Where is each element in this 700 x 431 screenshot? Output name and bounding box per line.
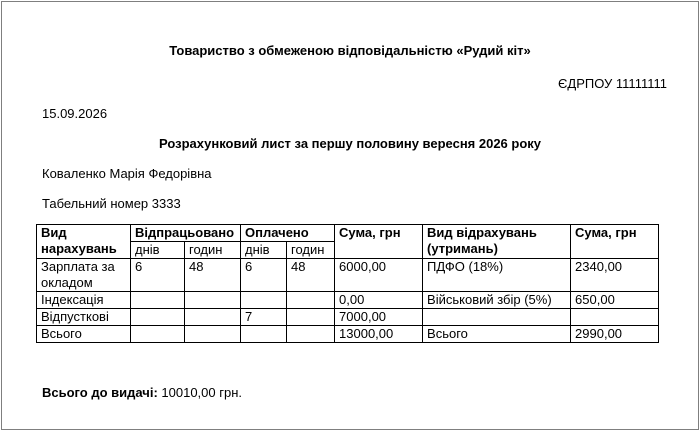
cell-deduction-sum bbox=[571, 309, 659, 326]
table-row bbox=[37, 259, 659, 292]
cell-paid-hours bbox=[287, 309, 335, 326]
company-name: Товариство з обмеженою відповідальністю «Рудий кіт» bbox=[169, 43, 531, 58]
cell-worked-hours bbox=[185, 309, 241, 326]
cell-type: Індексація bbox=[37, 292, 131, 309]
cell-deduction-sum: 2990,00 bbox=[571, 326, 659, 343]
table-row bbox=[37, 292, 659, 309]
cell-worked-hours bbox=[185, 292, 241, 309]
cell-deduction: Військовий збір (5%) bbox=[423, 292, 571, 309]
table-row bbox=[37, 326, 659, 343]
cell-deduction-sum: 2340,00 bbox=[571, 259, 659, 292]
header-accrual-type: Вид нарахувань bbox=[37, 225, 131, 259]
total-payout-label: Всього до видачі: bbox=[42, 385, 158, 400]
table-header-row bbox=[37, 225, 659, 242]
cell-type: Всього bbox=[37, 326, 131, 343]
cell-sum: 13000,00 bbox=[335, 326, 423, 343]
header-worked-days: днів bbox=[131, 242, 185, 259]
cell-paid-days bbox=[241, 326, 287, 343]
cell-worked-days bbox=[131, 326, 185, 343]
table-row bbox=[37, 309, 659, 326]
cell-paid-hours: 48 bbox=[287, 259, 335, 292]
employee-name: Коваленко Марія Федорівна bbox=[42, 166, 212, 181]
header-paid-hours: годин bbox=[287, 242, 335, 259]
header-worked-hours: годин bbox=[185, 242, 241, 259]
header-paid: Оплачено bbox=[241, 225, 335, 242]
document-frame bbox=[1, 1, 699, 430]
employee-tab-number: Табельний номер 3333 bbox=[42, 196, 181, 211]
cell-worked-days bbox=[131, 292, 185, 309]
cell-paid-hours bbox=[287, 292, 335, 309]
cell-deduction-sum: 650,00 bbox=[571, 292, 659, 309]
header-deduction-type: Вид відрахувань (утримань) bbox=[423, 225, 571, 259]
header-deduction-sum: Сума, грн bbox=[571, 225, 659, 259]
cell-type: Відпусткові bbox=[37, 309, 131, 326]
cell-worked-hours: 48 bbox=[185, 259, 241, 292]
cell-sum: 0,00 bbox=[335, 292, 423, 309]
cell-paid-hours bbox=[287, 326, 335, 343]
cell-paid-days: 6 bbox=[241, 259, 287, 292]
cell-paid-days: 7 bbox=[241, 309, 287, 326]
cell-deduction bbox=[423, 309, 571, 326]
header-paid-days: днів bbox=[241, 242, 287, 259]
payroll-table bbox=[36, 224, 659, 343]
cell-sum: 6000,00 bbox=[335, 259, 423, 292]
cell-worked-days: 6 bbox=[131, 259, 185, 292]
document-title: Розрахунковий лист за першу половину вересня 2026 року bbox=[158, 136, 542, 151]
cell-deduction: ПДФО (18%) bbox=[423, 259, 571, 292]
cell-sum: 7000,00 bbox=[335, 309, 423, 326]
header-sum: Сума, грн bbox=[335, 225, 423, 259]
cell-deduction: Всього bbox=[423, 326, 571, 343]
cell-worked-days bbox=[131, 309, 185, 326]
edrpou-code: ЄДРПОУ 11111111 bbox=[558, 76, 667, 91]
document-date: 15.09.2026 bbox=[42, 106, 108, 121]
cell-worked-hours bbox=[185, 326, 241, 343]
cell-type: Зарплата за окладом bbox=[37, 259, 131, 292]
total-payout bbox=[42, 385, 242, 400]
cell-paid-days bbox=[241, 292, 287, 309]
header-worked: Відпрацьовано bbox=[131, 225, 241, 242]
total-payout-value: 10010,00 грн. bbox=[161, 385, 243, 400]
